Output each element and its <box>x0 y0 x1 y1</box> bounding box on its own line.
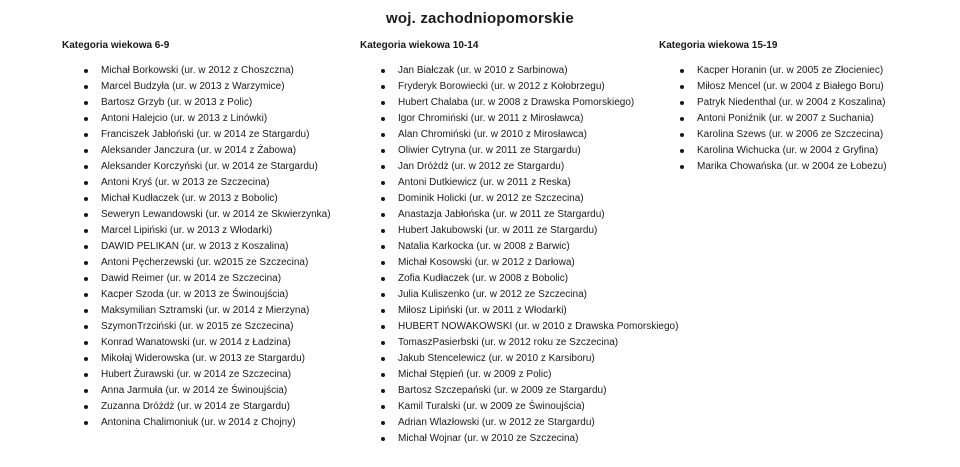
bullet-icon <box>84 309 88 313</box>
list-item <box>62 191 331 207</box>
bullet-icon <box>381 213 385 217</box>
participant-name: Antoni Dutkiewicz (ur. w 2011 z Reska) <box>398 177 571 188</box>
list-item <box>360 111 678 127</box>
participant-name: Jakub Stencelewicz (ur. w 2010 z Karsiboru) <box>398 353 595 364</box>
participant-name: Miłosz Lipiński (ur. w 2011 z Włodarki) <box>398 305 567 316</box>
bullet-icon <box>381 389 385 393</box>
bullet-icon <box>680 69 684 73</box>
bullet-icon <box>84 293 88 297</box>
participant-name: Bartosz Szczepański (ur. w 2009 ze Stargardu) <box>398 385 607 396</box>
list-item <box>62 111 331 127</box>
bullet-icon <box>680 165 684 169</box>
list-item <box>62 223 331 239</box>
list-item <box>659 159 887 175</box>
participant-name: Michał Borkowski (ur. w 2012 z Choszczna) <box>101 65 294 76</box>
bullet-icon <box>84 101 88 105</box>
list-item <box>62 207 331 223</box>
bullet-icon <box>84 421 88 425</box>
participant-name: Dawid Reimer (ur. w 2014 ze Szczecina) <box>101 273 282 284</box>
list-item <box>659 63 887 79</box>
category-heading: Kategoria wiekowa 15-19 <box>659 40 778 51</box>
bullet-icon <box>84 117 88 121</box>
participant-name: Michał Wojnar (ur. w 2010 ze Szczecina) <box>398 433 579 444</box>
participant-name: SzymonTrzciński (ur. w 2015 ze Szczecina) <box>101 321 294 332</box>
participant-name: Maksymilian Sztramski (ur. w 2014 z Mierzyna) <box>101 305 310 316</box>
participant-name: Antoni Halejcio (ur. w 2013 z Linówki) <box>101 113 268 124</box>
bullet-icon <box>84 229 88 233</box>
participant-name: Michał Stępień (ur. w 2009 z Polic) <box>398 369 552 380</box>
list-item <box>659 79 887 95</box>
list-item <box>62 415 331 431</box>
bullet-icon <box>680 149 684 153</box>
list-item <box>659 143 887 159</box>
participant-name: Karolina Szews (ur. w 2006 ze Szczecina) <box>697 129 884 140</box>
list-item <box>360 223 678 239</box>
list-item <box>62 335 331 351</box>
list-item <box>360 287 678 303</box>
bullet-icon <box>84 133 88 137</box>
list-item <box>360 335 678 351</box>
participant-name: Alan Chromiński (ur. w 2010 z Mirosławca) <box>398 129 587 140</box>
list-item <box>360 415 678 431</box>
participant-name: Michał Kudłaczek (ur. w 2013 z Bobolic) <box>101 193 278 204</box>
participant-name: Marcel Budzyła (ur. w 2013 z Warzymice) <box>101 81 285 92</box>
participant-name: Aleksander Janczura (ur. w 2014 z Żabowa) <box>101 145 297 156</box>
list-item <box>62 399 331 415</box>
participant-list <box>62 63 331 431</box>
participant-name: TomaszPasierbski (ur. w 2012 roku ze Szczecina) <box>398 337 619 348</box>
participant-name: Zuzanna Dróżdż (ur. w 2014 ze Stargardu) <box>101 401 290 412</box>
list-item <box>659 111 887 127</box>
bullet-icon <box>84 373 88 377</box>
bullet-icon <box>84 213 88 217</box>
participant-name: Kacper Szoda (ur. w 2013 ze Świnoujścia) <box>101 289 289 300</box>
bullet-icon <box>381 85 385 89</box>
category-column-15-19 <box>659 39 887 175</box>
list-item <box>62 271 331 287</box>
list-item <box>360 351 678 367</box>
participant-name: Antonina Chalimoniuk (ur. w 2014 z Chojny) <box>101 417 296 428</box>
participant-name: Igor Chromiński (ur. w 2011 z Mirosławca) <box>398 113 584 124</box>
list-item <box>62 255 331 271</box>
bullet-icon <box>680 133 684 137</box>
bullet-icon <box>84 69 88 73</box>
list-item <box>360 63 678 79</box>
participant-name: Karolina Wichucka (ur. w 2004 z Gryfina) <box>697 145 879 156</box>
bullet-icon <box>84 149 88 153</box>
bullet-icon <box>84 181 88 185</box>
participant-name: Hubert Żurawski (ur. w 2014 ze Szczecina) <box>101 369 292 380</box>
list-item <box>360 159 678 175</box>
list-item <box>360 207 678 223</box>
list-item <box>62 319 331 335</box>
participant-name: Hubert Jakubowski (ur. w 2011 ze Stargardu) <box>398 225 598 236</box>
participant-name: Julia Kuliszenko (ur. w 2012 ze Szczecina) <box>398 289 587 300</box>
participant-name: Marika Chowańska (ur. w 2004 ze Łobezu) <box>697 161 887 172</box>
list-item <box>360 399 678 415</box>
participant-list <box>659 63 887 175</box>
list-item <box>360 431 678 447</box>
bullet-icon <box>381 421 385 425</box>
bullet-icon <box>680 101 684 105</box>
participant-name: Mikołaj Widerowska (ur. w 2013 ze Stargardu) <box>101 353 305 364</box>
list-item <box>62 287 331 303</box>
list-item <box>360 255 678 271</box>
list-item <box>62 383 331 399</box>
participant-name: Antoni Poniźnik (ur. w 2007 z Suchania) <box>697 113 874 124</box>
list-item <box>360 95 678 111</box>
bullet-icon <box>381 277 385 281</box>
participant-name: Seweryn Lewandowski (ur. w 2014 ze Skwierzynka) <box>101 209 331 220</box>
participant-name: Kacper Horanin (ur. w 2005 ze Złocieniec) <box>697 65 884 76</box>
page-title: woj. zachodniopomorskie <box>386 10 574 27</box>
list-item <box>62 351 331 367</box>
bullet-icon <box>680 85 684 89</box>
participant-name: Adrian Wlazłowski (ur. w 2012 ze Stargardu) <box>398 417 595 428</box>
bullet-icon <box>84 245 88 249</box>
participant-name: Patryk Niedenthal (ur. w 2004 z Koszalina) <box>697 97 886 108</box>
category-heading: Kategoria wiekowa 6-9 <box>62 40 170 51</box>
bullet-icon <box>381 101 385 105</box>
bullet-icon <box>84 261 88 265</box>
bullet-icon <box>381 261 385 265</box>
bullet-icon <box>84 389 88 393</box>
bullet-icon <box>84 197 88 201</box>
bullet-icon <box>381 437 385 441</box>
list-item <box>360 127 678 143</box>
list-item <box>360 239 678 255</box>
bullet-icon <box>680 117 684 121</box>
participant-name: Bartosz Grzyb (ur. w 2013 z Polic) <box>101 97 253 108</box>
bullet-icon <box>84 277 88 281</box>
participant-name: HUBERT NOWAKOWSKI (ur. w 2010 z Drawska Pomorskiego) <box>398 321 679 332</box>
bullet-icon <box>84 325 88 329</box>
list-item <box>360 79 678 95</box>
participant-name: Anna Jarmuła (ur. w 2014 ze Świnoujścia) <box>101 385 288 396</box>
participant-name: Anastazja Jabłońska (ur. w 2011 ze Stargardu) <box>398 209 605 220</box>
category-column-6-9 <box>62 39 331 431</box>
participant-name: Marcel Lipiński (ur. w 2013 z Włodarki) <box>101 225 273 236</box>
bullet-icon <box>381 405 385 409</box>
bullet-icon <box>84 341 88 345</box>
participant-name: Aleksander Korczyński (ur. w 2014 ze Stargardu) <box>101 161 318 172</box>
participant-name: Oliwier Cytryna (ur. w 2011 ze Stargardu) <box>398 145 581 156</box>
category-column-10-14 <box>360 39 678 447</box>
participant-name: Hubert Chalaba (ur. w 2008 z Drawska Pomorskiego) <box>398 97 635 108</box>
bullet-icon <box>381 309 385 313</box>
bullet-icon <box>381 373 385 377</box>
participant-name: Miłosz Mencel (ur. w 2004 z Białego Boru) <box>697 81 884 92</box>
list-item <box>62 367 331 383</box>
participant-name: Konrad Wanatowski (ur. w 2014 z Ładzina) <box>101 337 291 348</box>
list-item <box>62 159 331 175</box>
bullet-icon <box>381 245 385 249</box>
bullet-icon <box>381 357 385 361</box>
list-item <box>360 383 678 399</box>
bullet-icon <box>381 341 385 345</box>
bullet-icon <box>381 149 385 153</box>
list-item <box>659 127 887 143</box>
participant-name: Michał Kosowski (ur. w 2012 z Darłowa) <box>398 257 575 268</box>
participant-name: Natalia Karkocka (ur. w 2008 z Barwic) <box>398 241 570 252</box>
bullet-icon <box>381 325 385 329</box>
list-item <box>360 271 678 287</box>
bullet-icon <box>381 69 385 73</box>
participant-name: Zofia Kudłaczek (ur. w 2008 z Bobolic) <box>398 273 569 284</box>
list-item <box>360 175 678 191</box>
participant-name: Antoni Pęcherzewski (ur. w2015 ze Szczecina) <box>101 257 309 268</box>
bullet-icon <box>381 229 385 233</box>
participant-list <box>360 63 678 447</box>
bullet-icon <box>84 85 88 89</box>
list-item <box>62 95 331 111</box>
list-item <box>62 79 331 95</box>
participant-name: Jan Dróżdż (ur. w 2012 ze Stargardu) <box>398 161 565 172</box>
list-item <box>360 191 678 207</box>
bullet-icon <box>381 117 385 121</box>
list-item <box>360 303 678 319</box>
list-item <box>360 319 678 335</box>
bullet-icon <box>381 133 385 137</box>
bullet-icon <box>381 293 385 297</box>
list-item <box>62 239 331 255</box>
participant-name: DAWID PELIKAN (ur. w 2013 z Koszalina) <box>101 241 289 252</box>
bullet-icon <box>84 357 88 361</box>
list-item <box>62 63 331 79</box>
bullet-icon <box>381 181 385 185</box>
bullet-icon <box>84 405 88 409</box>
list-item <box>62 175 331 191</box>
participant-name: Fryderyk Borowiecki (ur. w 2012 z Kołobrzegu) <box>398 81 605 92</box>
list-item <box>360 143 678 159</box>
list-item <box>62 127 331 143</box>
list-item <box>62 303 331 319</box>
bullet-icon <box>381 165 385 169</box>
participant-name: Jan Białczak (ur. w 2010 z Sarbinowa) <box>398 65 568 76</box>
participant-name: Dominik Holicki (ur. w 2012 ze Szczecina) <box>398 193 584 204</box>
list-item <box>659 95 887 111</box>
list-item <box>62 143 331 159</box>
participant-name: Antoni Kryś (ur. w 2013 ze Szczecina) <box>101 177 270 188</box>
category-heading: Kategoria wiekowa 10-14 <box>360 40 479 51</box>
list-item <box>360 367 678 383</box>
participant-name: Kamil Turalski (ur. w 2009 ze Świnoujścia) <box>398 401 585 412</box>
bullet-icon <box>84 165 88 169</box>
bullet-icon <box>381 197 385 201</box>
participant-name: Franciszek Jabłoński (ur. w 2014 ze Stargardu) <box>101 129 310 140</box>
